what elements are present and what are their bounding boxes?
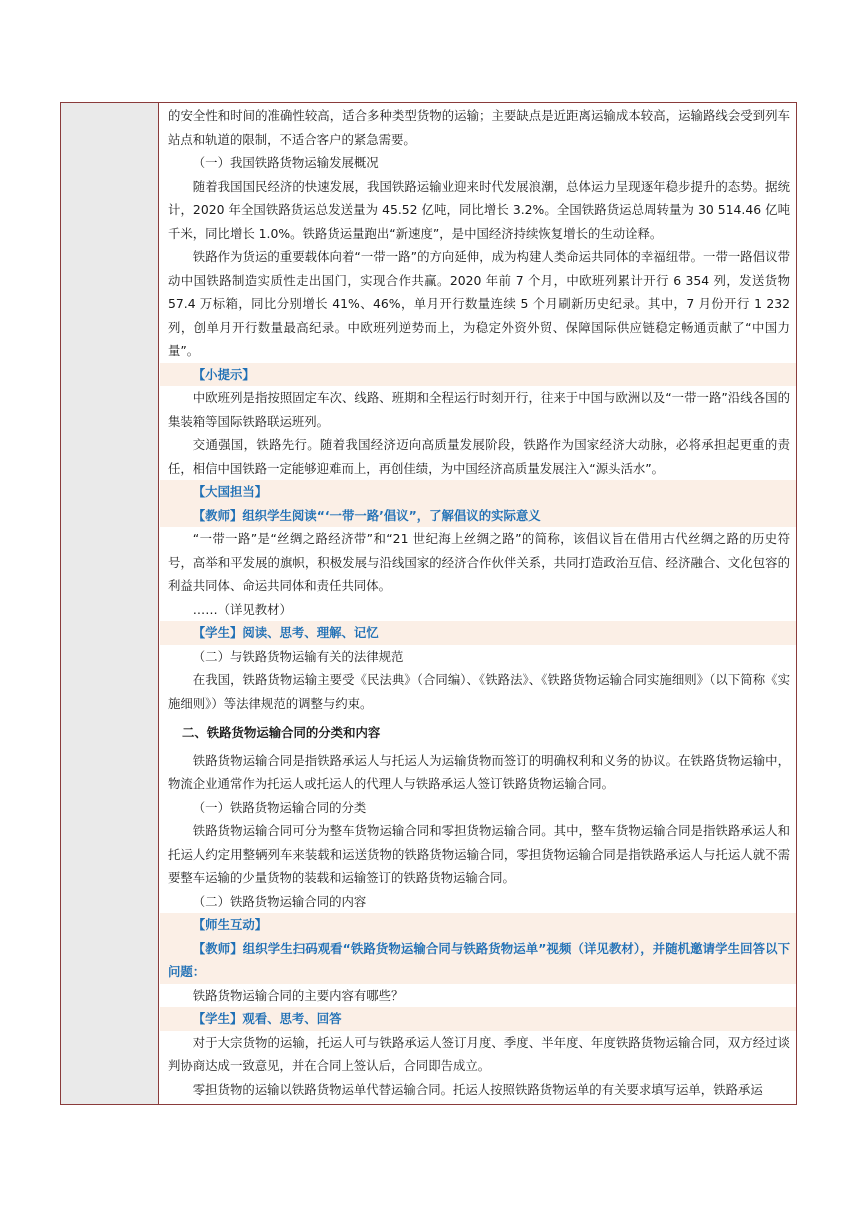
duty-text: “一带一路”是“丝绸之路经济带”和“21 世纪海上丝绸之路”的简称，该倡议旨在借用古代丝绸之路的历史符号，高举和平发展的旗帜，积极发展与沿线国家的经济合作伙伴关系，共同打造政治互信、经济融合、文化包容的利益共同体、命运共同体和责任共同体。 xyxy=(168,531,790,593)
interact-box xyxy=(160,913,796,984)
duty-label: 【大国担当】 xyxy=(192,484,268,499)
more-text: ……（详见教材） xyxy=(192,601,292,617)
content-column xyxy=(160,103,796,1104)
section-title: 二、铁路货物运输合同的分类和内容 xyxy=(182,725,381,740)
subheading: （一）铁路货物运输合同的分类 xyxy=(192,799,367,815)
subheading: （二）与铁路货物运输有关的法律规范 xyxy=(192,648,404,664)
tip-label: 【小提示】 xyxy=(192,366,255,382)
paragraph: 交通强国，铁路先行。随着我国经济迈向高质量发展阶段，铁路作为国家经济大动脉，必将承担起更重的责任，相信中国铁路一定能够迎难而上，再创佳绩，为中国经济高质量发展注入“源头活水”。 xyxy=(168,437,790,476)
student-box xyxy=(160,1007,796,1031)
teacher-instruction: 【教师】组织学生阅读“‘一带一路’倡议”，了解倡议的实际意义 xyxy=(192,507,541,523)
paragraph: 铁路作为货运的重要载体向着“一带一路”的方向延伸，成为构建人类命运共同体的幸福纽带。一带一路倡议带动中国铁路制造实质性走出国门，实现合作共赢。2020 年前 7 个月，中欧班列累计开行 6 354 列，发送货物 57.4 万标箱，同比分别增长 41%、46%，单月开行数量连续 5 个月刷新历史纪录。其中，7 月份开行 1 232 列，创单月开行数量最高纪录。中欧班列逆势而上，为稳定外资外贸、保障国际供应链稳定畅通贡献了“中国力量”。 xyxy=(168,249,790,358)
paragraph: 对于大宗货物的运输，托运人可与铁路承运人签订月度、季度、半年度、年度铁路货物运输合同，双方经过谈判协商达成一致意见，并在合同上签认后，合同即告成立。 xyxy=(168,1034,790,1073)
paragraph: 铁路货物运输合同是指铁路承运人与托运人为运输货物而签订的明确权利和义务的协议。在铁路货物运输中，物流企业通常作为托运人或托运人的代理人与铁路承运人签订铁路货物运输合同。 xyxy=(168,752,790,791)
student-activity: 【学生】阅读、思考、理解、记忆 xyxy=(192,625,379,640)
question-text: 铁路货物运输合同的主要内容有哪些？ xyxy=(192,987,404,1003)
subheading: （二）铁路货物运输合同的内容 xyxy=(192,893,367,909)
left-column xyxy=(61,103,159,1104)
student-activity: 【学生】观看、思考、回答 xyxy=(192,1011,342,1026)
tip-box xyxy=(160,363,796,387)
paragraph: 的安全性和时间的准确性较高，适合多种类型货物的运输；主要缺点是近距离运输成本较高，运输路线会受到列车站点和轨道的限制，不适合客户的紧急需要。 xyxy=(168,108,790,147)
paragraph: 铁路货物运输合同可分为整车货物运输合同和零担货物运输合同。其中，整车货物运输合同是指铁路承运人和托运人约定用整辆列车来装载和运送货物的铁路货物运输合同，零担货物运输合同是指铁路承运人与托运人就不需要整车运输的少量货物的装载和运输签订的铁路货物运输合同。 xyxy=(168,823,790,885)
subheading: （一）我国铁路货物运输发展概况 xyxy=(192,155,379,170)
duty-box xyxy=(160,480,796,527)
paragraph: 在我国，铁路货物运输主要受《民法典》（合同编）、《铁路法》、《铁路货物运输合同实施细则》（以下简称《实施细则》）等法律规范的调整与约束。 xyxy=(168,672,790,711)
lesson-table xyxy=(60,102,797,1105)
student-box xyxy=(160,621,796,645)
paragraph: 零担货物的运输以铁路货物运单代替运输合同。托运人按照铁路货物运单的有关要求填写运单，铁路承运 xyxy=(192,1081,763,1097)
tip-text: 中欧班列是指按照固定车次、线路、班期和全程运行时刻开行，往来于中国与欧洲以及“一带一路”沿线各国的集装箱等国际铁路联运班列。 xyxy=(168,390,790,429)
teacher-instruction: 【教师】组织学生扫码观看“铁路货物运输合同与铁路货物运单”视频（详见教材），并随机邀请学生回答以下问题： xyxy=(168,940,790,979)
interact-label: 【师生互动】 xyxy=(192,917,268,932)
paragraph: 随着我国国民经济的快速发展，我国铁路运输业迎来时代发展浪潮，总体运力呈现逐年稳步提升的态势。据统计，2020 年全国铁路货运总发送量为 45.52 亿吨，同比增长 3.2%。全国铁路货运总周转量为 30 514.46 亿吨千米，同比增长 1.0%。铁路货运量跑出“新速度”，是中国经济持续恢复增长的生动诠释。 xyxy=(168,178,790,241)
